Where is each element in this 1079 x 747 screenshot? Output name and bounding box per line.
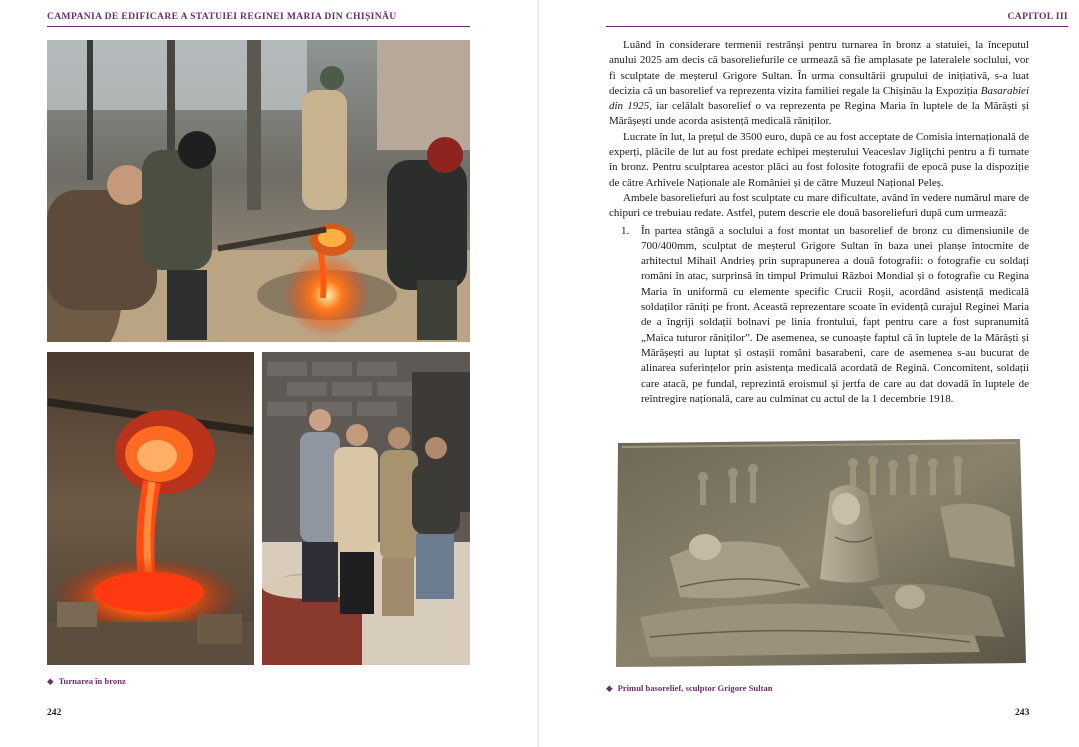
caption-right-text: Primul basorelief, sculptor Grigore Sultan — [617, 683, 773, 693]
paragraph-1 — [609, 38, 1029, 130]
photo-bronze-pouring-image — [47, 40, 470, 342]
page-number-left: 242 — [47, 707, 62, 718]
list-item-number: 1. — [621, 224, 630, 237]
paragraph-2-text: Lucrate în lut, la prețul de 3500 euro, după ce au fost acceptate de Comisia internațională de experți, plăcile de lut au fost predate echipei meșterului Veaceslav Jigliţchi pentru a fi turnate în bronz. Pentru sculptarea acestor plăci au fost folosite fotografii de epocă puse la dispoziție de către Arhivele Naționale ale României și de către Muzeul Național Peleș. — [609, 130, 1029, 189]
photo-bronze-relief — [610, 437, 1028, 670]
numbered-list — [609, 224, 1029, 408]
photo-bronze-pouring — [47, 40, 470, 342]
caption-left — [47, 676, 126, 687]
header-rule-right — [606, 26, 1068, 27]
photo-molten-metal-image — [47, 352, 254, 665]
diamond-bullet-icon: ◆ — [47, 676, 54, 686]
diamond-bullet-icon: ◆ — [606, 683, 613, 693]
header-rule-left — [47, 26, 470, 27]
body-text — [609, 38, 1029, 407]
photo-molten-metal — [47, 352, 254, 665]
paragraph-1-part-3: , iar celălalt basorelief o va reprezenta pe Regina Maria în luptele de la Mărăști și Mărășești unde acorda asistență medicală răniților. — [609, 100, 1029, 128]
exhibition-title: Basarabiei din 1925 — [609, 84, 1029, 113]
caption-right — [606, 683, 773, 694]
left-page — [0, 0, 539, 747]
paragraph-3-text: Ambele basoreliefuri au fost sculptate cu mare dificultate, având în vedere numărul mare de chipuri ce trebuiau redate. Astfel, putem descrie ele două basoreliefuri după cum urmează: — [609, 191, 1029, 220]
caption-left-text: Turnarea în bronz — [58, 676, 126, 686]
paragraph-2 — [609, 130, 1029, 191]
list-item — [609, 224, 1029, 408]
photo-group-image — [262, 352, 470, 665]
paragraph-1-part-1: Luând în considerare termenii restrânși pentru turnarea în bronz a statuiei, la începutul anului 2025 am decis că basoreliefurile ce urmează să fie amplasate pe lateralele soclului, vor fi sculptate de meșterul Grigore Sultan. În urma consultării grupului de inițiativă, s-a luat decizia că un basorelief va reprezenta vizita familiei regale la Chișinău la Expoziția — [609, 39, 1029, 97]
paragraph-3 — [609, 191, 1029, 222]
page-number-right: 243 — [1015, 707, 1030, 718]
list-item-text: În partea stângă a soclului a fost montat un basorelief de bronz cu dimensiunile de 700/400mm, sculptat de meșterul Grigore Sultan în baza unei planșe întocmite de arhitectul Mihail Andrieș prin suprapunerea a două fotografii: o fotografie cu soldați români în atac, surprinsă în timpul Primului Război Mondial și o fotografie cu Regina Maria în uniformă cu elemente specific Crucii Roșii, acordând asistență medicală soldaților răniți pe front. Această reprezentare scoate în evidență curajul Reginei Maria de a îngriji soldații bolnavi pe linia frontului, fapt pentru care a fost supranumită „Maica tuturor răniților”. De asemenea, se cunoaște faptul că în luptele de la Mărăști și Mărășești au luptat și ostașii români basarabeni, care de asemenea s-au bucurat de alinarea suferințelor prin asistența medicală acordată de Regină. Concomitent, soldații care atacă, pe fundal, reprezintă eroismul și jertfa de care au dat dovadă în luptele de reîntregire națională, care au culminat cu actul de la 1 decembrie 1918. — [641, 224, 1029, 405]
photo-group — [262, 352, 470, 665]
running-head-right: CAPITOL III — [1007, 11, 1068, 22]
running-head-left: CAMPANIA DE EDIFICARE A STATUIEI REGINEI MARIA DIN CHIȘINĂU — [47, 11, 397, 22]
photo-bronze-relief-image — [610, 437, 1028, 670]
